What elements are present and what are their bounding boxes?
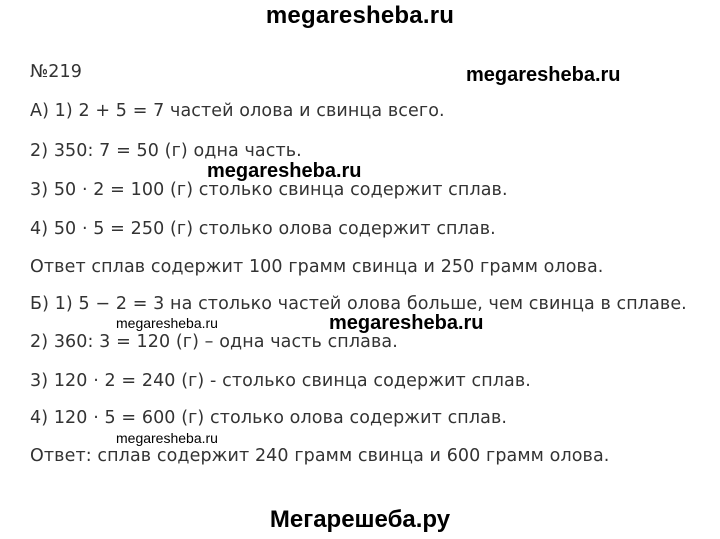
solution-line-1: А) 1) 2 + 5 = 7 частей олова и свинца всего. [30,101,445,121]
solution-b-line-1: Б) 1) 5 − 2 = 3 на столько частей олова больше, чем свинца в сплаве. [30,294,687,314]
watermark-small-1: megaresheba.ru [116,315,218,331]
task-number: №219 [30,62,83,82]
solution-line-4: 4) 50 · 5 = 250 (г) столько олова содержит сплав. [30,219,496,239]
site-footer: Мегарешеба.ру [269,506,451,533]
watermark-mid-left: megaresheba.ru [207,160,362,182]
solution-b-line-3: 3) 120 · 2 = 240 (г) - столько свинца содержит сплав. [30,371,531,391]
watermark-small-2: megaresheba.ru [116,430,218,446]
solution-b-line-4: 4) 120 · 5 = 600 (г) столько олова содержит сплав. [30,408,508,428]
watermark-center-right: megaresheba.ru [329,312,484,334]
solution-line-3: 3) 50 · 2 = 100 (г) столько свинца содержит сплав. [30,180,508,200]
watermark-top-right: megaresheba.ru [466,64,621,86]
answer-b: Ответ: сплав содержит 240 грамм свинца и 600 грамм олова. [30,446,610,466]
answer-a: Ответ сплав содержит 100 грамм свинца и 250 грамм олова. [30,257,604,277]
solution-line-2: 2) 350: 7 = 50 (г) одна часть. [30,141,302,161]
site-header: megaresheba.ru [265,2,455,29]
solution-b-line-2: 2) 360: 3 = 120 (г) – одна часть сплава. [30,332,398,352]
